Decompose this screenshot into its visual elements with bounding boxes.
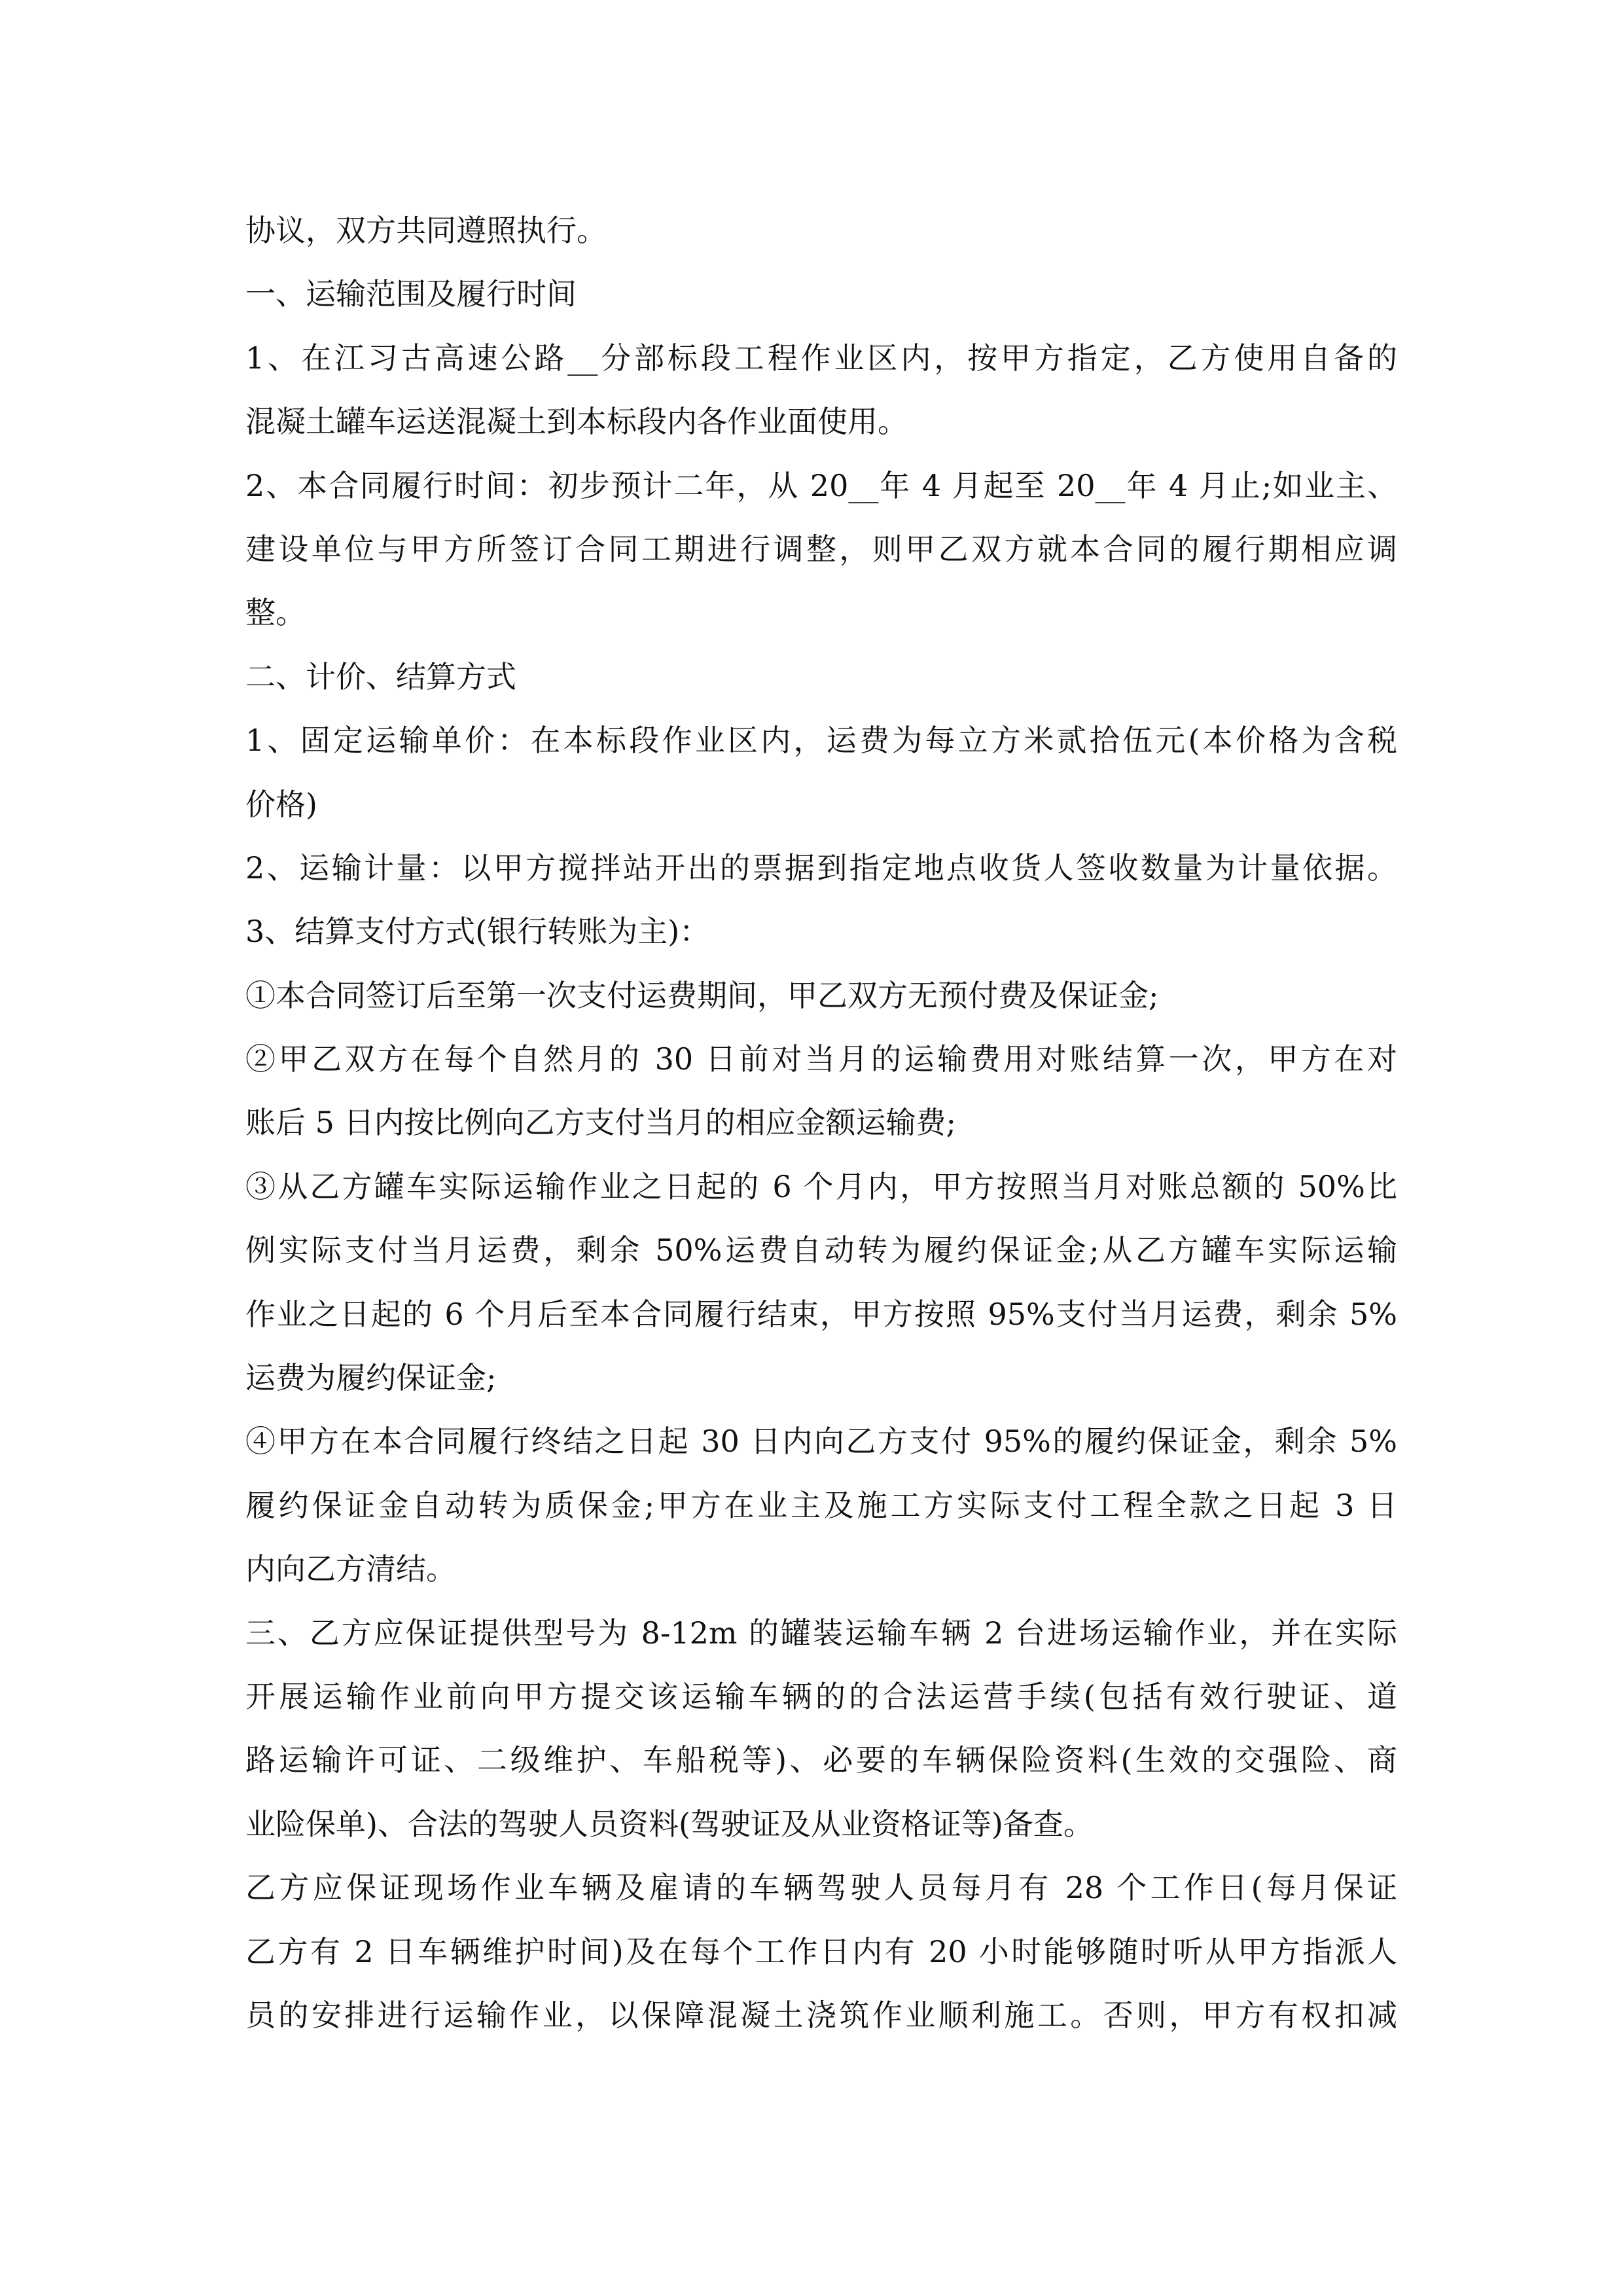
section-heading-1: 一、运输范围及履行时间	[245, 276, 577, 312]
text-line: 乙方应保证现场作业车辆及雇请的车辆驾驶人员每月有 28 个工作日(每月保证	[245, 1870, 1397, 1906]
text-line: 建设单位与甲方所签订合同工期进行调整，则甲乙双方就本合同的履行期相应调	[245, 531, 1397, 567]
text-line: 3、结算支付方式(银行转账为主)：	[245, 914, 710, 950]
contract-body	[245, 199, 1397, 2047]
text-line: 例实际支付当月运费，剩余 50%运费自动转为履约保证金;从乙方罐车实际运输	[245, 1232, 1397, 1268]
text-line: ③从乙方罐车实际运输作业之日起的 6 个月内，甲方按照当月对账总额的 50%比	[245, 1168, 1397, 1204]
text-line: 员的安排进行运输作业，以保障混凝土浇筑作业顺利施工。否则，甲方有权扣减	[245, 1997, 1397, 2033]
text-line: 路运输许可证、二级维护、车船税等)、必要的车辆保险资料(生效的交强险、商	[245, 1742, 1397, 1778]
text-line: 业险保单)、合法的驾驶人员资料(驾驶证及从业资格证等)备查。	[245, 1806, 1094, 1842]
text-line: 乙方有 2 日车辆维护时间)及在每个工作日内有 20 小时能够随时听从甲方指派人	[245, 1933, 1397, 1969]
text-line: 整。	[245, 595, 306, 631]
text-line: 运费为履约保证金;	[245, 1360, 497, 1396]
text-line: 2、本合同履行时间：初步预计二年，从 20__年 4 月起至 20__年 4 月止;如业主、	[245, 467, 1397, 503]
text-line: 内向乙方清结。	[245, 1551, 456, 1587]
text-line: 协议，双方共同遵照执行。	[245, 213, 607, 248]
text-line: ①本合同签订后至第一次支付运费期间，甲乙双方无预付费及保证金;	[245, 977, 1159, 1013]
text-line: 1、在江习古高速公路__分部标段工程作业区内，按甲方指定，乙方使用自备的	[245, 340, 1397, 376]
text-line: ④甲方在本合同履行终结之日起 30 日内向乙方支付 95%的履约保证金，剩余 5%	[245, 1424, 1397, 1460]
text-line: 1、固定运输单价：在本标段作业区内，运费为每立方米贰拾伍元(本价格为含税	[245, 723, 1397, 759]
text-line: 混凝土罐车运送混凝土到本标段内各作业面使用。	[245, 404, 908, 440]
text-line: 2、运输计量：以甲方搅拌站开出的票据到指定地点收货人签收数量为计量依据。	[245, 850, 1397, 886]
section-heading-3: 三、乙方应保证提供型号为 8-12m 的罐装运输车辆 2 台进场运输作业，并在实际	[245, 1615, 1397, 1651]
text-line: 开展运输作业前向甲方提交该运输车辆的的合法运营手续(包括有效行驶证、道	[245, 1678, 1397, 1714]
text-line: ②甲乙双方在每个自然月的 30 日前对当月的运输费用对账结算一次，甲方在对	[245, 1041, 1397, 1077]
section-heading-2: 二、计价、结算方式	[245, 658, 516, 694]
text-line: 履约保证金自动转为质保金;甲方在业主及施工方实际支付工程全款之日起 3 日	[245, 1487, 1397, 1523]
text-line: 账后 5 日内按比例向乙方支付当月的相应金额运输费;	[245, 1105, 957, 1141]
text-line: 作业之日起的 6 个月后至本合同履行结束，甲方按照 95%支付当月运费，剩余 5%	[245, 1296, 1397, 1332]
text-line: 价格)	[245, 786, 317, 822]
